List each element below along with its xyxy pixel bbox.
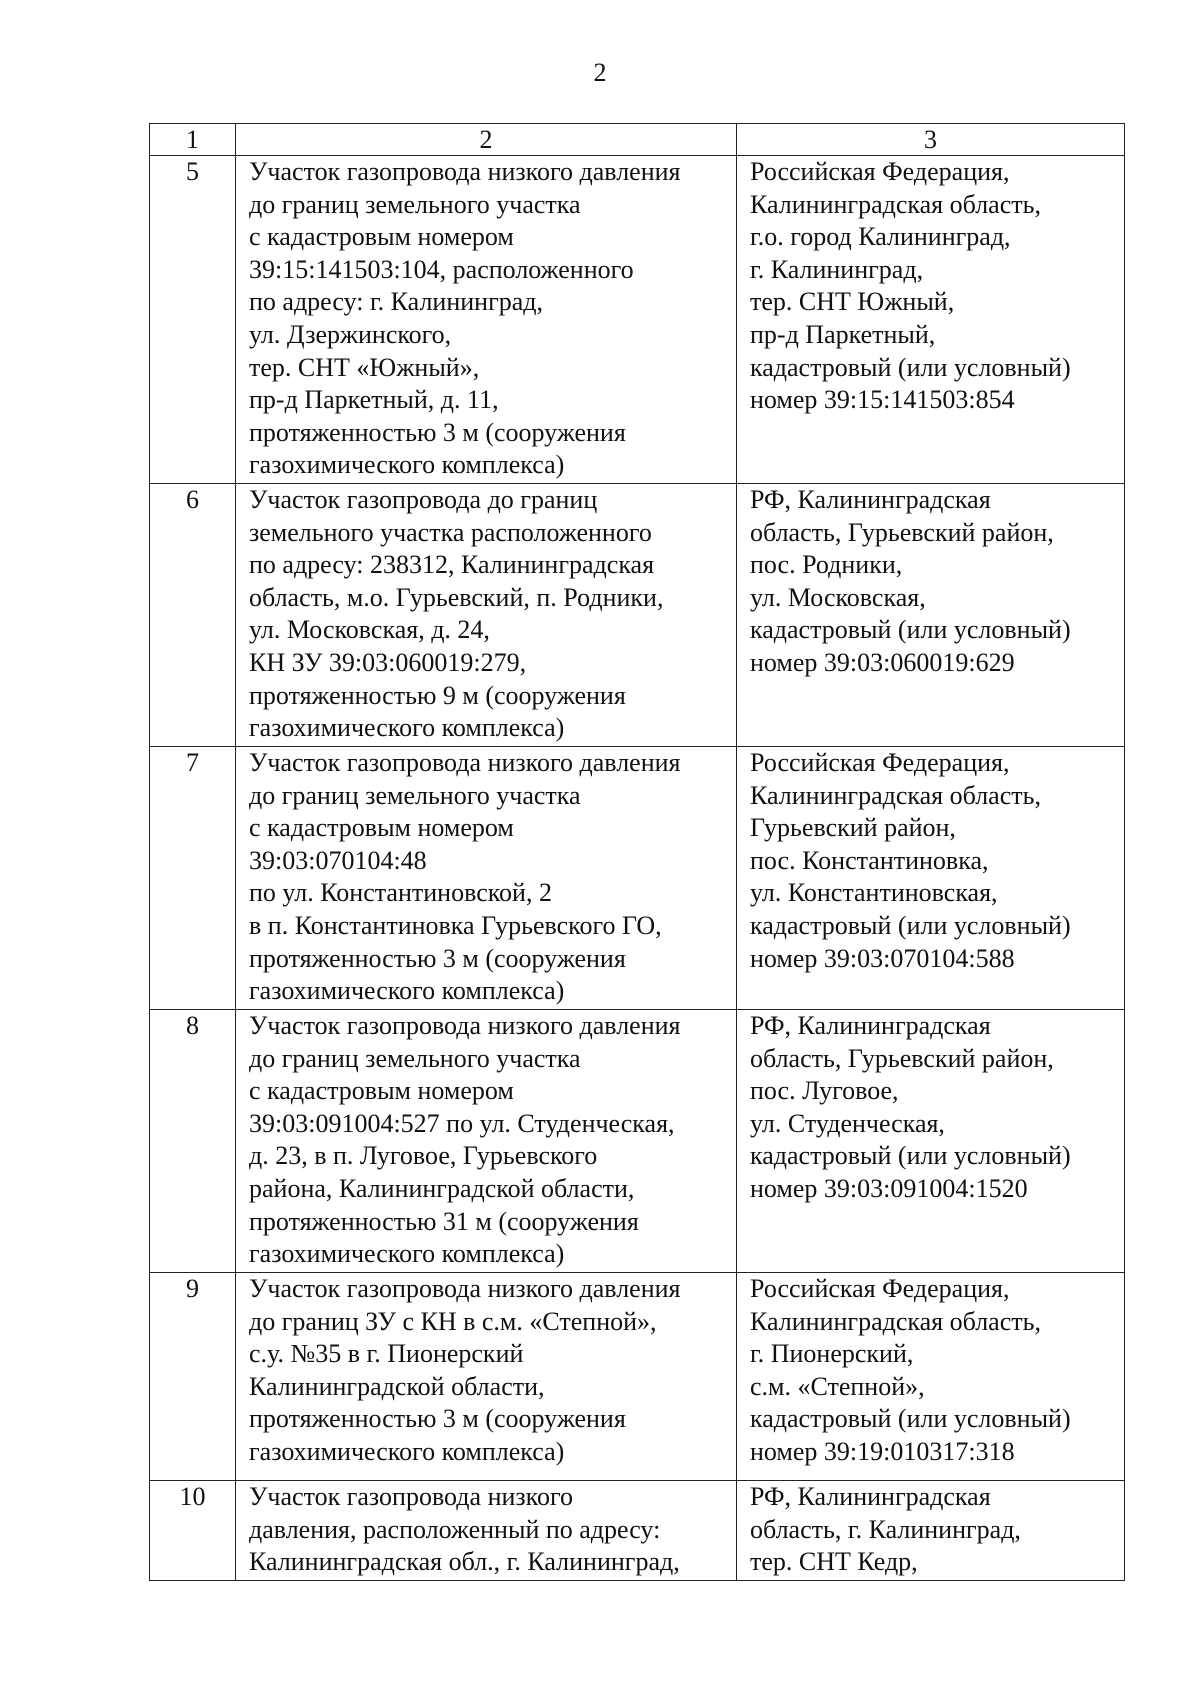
table-row — [150, 1273, 1125, 1481]
table-row — [150, 747, 1125, 1010]
row-description: Участок газопровода низкого давления до границ земельного участка с кадастровым номером 39:03:091004:527 по ул. Студенческая, д. 23, в п. Луговое, Гурьевского района, Калининградской области, протяженностью 31 м (сооружения газохимического комплекса) — [236, 1010, 737, 1273]
row-number: 7 — [150, 747, 236, 1010]
table-row — [150, 484, 1125, 747]
row-description: Участок газопровода низкого давления до границ ЗУ с КН в с.м. «Степной», с.у. №35 в г. Пионерский Калининградской области, протяженностью 3 м (сооружения газохимического комплекса) — [236, 1273, 737, 1481]
row-number: 5 — [150, 156, 236, 484]
row-description: Участок газопровода до границ земельного участка расположенного по адресу: 238312, Калининградская область, м.о. Гурьевский, п. Родники, ул. Московская, д. 24, КН ЗУ 39:03:060019:279, протяженностью 9 м (сооружения газохимического комплекса) — [236, 484, 737, 747]
row-location: Российская Федерация, Калининградская область, г. Пионерский, с.м. «Степной», кадастровый (или условный) номер 39:19:010317:318 — [737, 1273, 1125, 1481]
table-header-row — [150, 124, 1125, 156]
row-number: 8 — [150, 1010, 236, 1273]
header-col-2: 2 — [236, 124, 737, 156]
row-description: Участок газопровода низкого давления до границ земельного участка с кадастровым номером 39:03:070104:48 по ул. Константиновской, 2 в п. Константиновка Гурьевского ГО, протяженностью 3 м (сооружения газохимического комплекса) — [236, 747, 737, 1010]
table-row — [150, 156, 1125, 484]
row-location: РФ, Калининградская область, Гурьевский район, пос. Родники, ул. Московская, кадастровый (или условный) номер 39:03:060019:629 — [737, 484, 1125, 747]
row-location: РФ, Калининградская область, г. Калининград, тер. СНТ Кедр, — [737, 1481, 1125, 1581]
row-number: 9 — [150, 1273, 236, 1481]
row-number: 6 — [150, 484, 236, 747]
objects-table — [149, 123, 1125, 1581]
row-location: РФ, Калининградская область, Гурьевский район, пос. Луговое, ул. Студенческая, кадастровый (или условный) номер 39:03:091004:1520 — [737, 1010, 1125, 1273]
row-description: Участок газопровода низкого давления, расположенный по адресу: Калининградская обл., г. Калининград, — [236, 1481, 737, 1581]
row-location: Российская Федерация, Калининградская область, г.о. город Калининград, г. Калининград, тер. СНТ Южный, пр-д Паркетный, кадастровый (или условный) номер 39:15:141503:854 — [737, 156, 1125, 484]
table-row — [150, 1010, 1125, 1273]
header-col-3: 3 — [737, 124, 1125, 156]
row-location: Российская Федерация, Калининградская область, Гурьевский район, пос. Константиновка, ул. Константиновская, кадастровый (или условный) номер 39:03:070104:588 — [737, 747, 1125, 1010]
row-description: Участок газопровода низкого давления до границ земельного участка с кадастровым номером 39:15:141503:104, расположенного по адресу: г. Калининград, ул. Дзержинского, тер. СНТ «Южный», пр-д Паркетный, д. 11, протяженностью 3 м (сооружения газохимического комплекса) — [236, 156, 737, 484]
page-number: 2 — [593, 58, 607, 87]
table-row — [150, 1481, 1125, 1581]
header-col-1: 1 — [150, 124, 236, 156]
row-number: 10 — [150, 1481, 236, 1581]
